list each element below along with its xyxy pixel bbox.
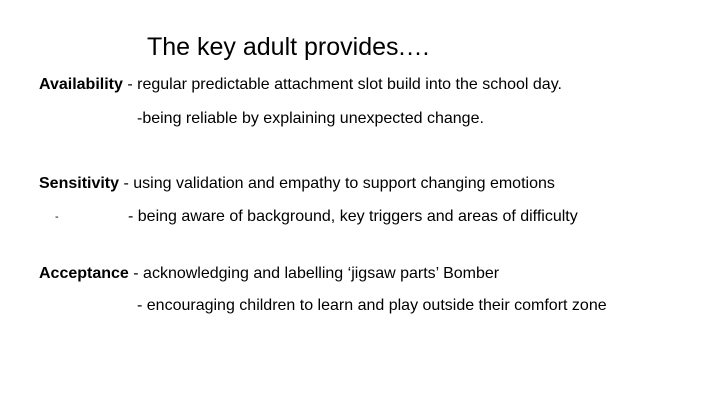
- sensitivity-line: [39, 176, 555, 192]
- sensitivity-bullet: -: [55, 211, 59, 223]
- acceptance-description: - acknowledging and labelling ‘jigsaw parts’ Bomber: [128, 265, 500, 282]
- sensitivity-description: - using validation and empathy to support changing emotions: [119, 175, 555, 192]
- availability-subpoint: -being reliable by explaining unexpected change.: [137, 110, 484, 127]
- availability-term: Availability: [39, 76, 123, 93]
- acceptance-line: [39, 266, 499, 282]
- sensitivity-subpoint: - being aware of background, key triggers and areas of difficulty: [128, 208, 578, 225]
- acceptance-subpoint: - encouraging children to learn and play outside their comfort zone: [137, 297, 607, 314]
- sensitivity-term: Sensitivity: [39, 175, 120, 192]
- availability-description: - regular predictable attachment slot build into the school day.: [122, 76, 562, 93]
- slide-title: The key adult provides.…: [147, 33, 431, 61]
- acceptance-term: Acceptance: [39, 265, 129, 282]
- availability-line: [39, 77, 562, 93]
